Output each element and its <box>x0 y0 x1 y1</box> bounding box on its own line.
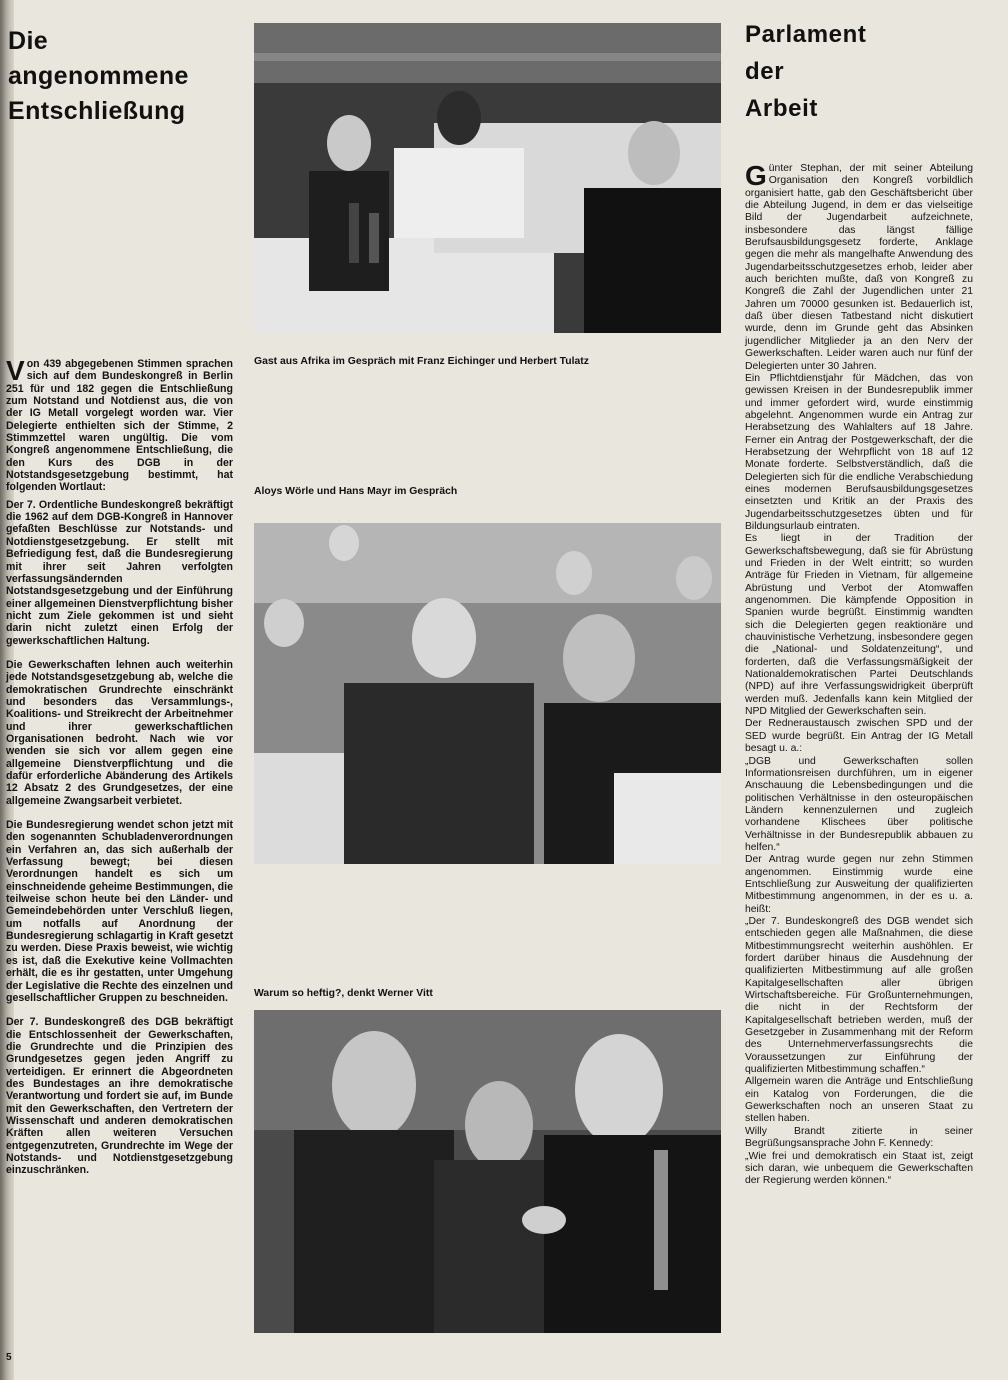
article-paragraph: Von 439 abgegebenen Stimmen sprachen sich auf dem Bundeskongreß in Berlin 251 für und 182 gegen die Entschließung zum Notstand und Notdienst aus, die von der IG Metall vorgelegt worden war. Vier Delegierte enthielten sich der Stimme, 2 Stimmzettel waren ungültig. Die vom Kongreß angenommene Entschließung, die den Kurs des DGB in der Notstandsgesetzgebung bestimmt, hat folgenden Wortlaut: <box>6 355 233 494</box>
heading-line: Die <box>8 27 49 55</box>
article-paragraph: Die Bundesregierung wendet schon jetzt mit den sogenannten Schubladenverordnungen ein Verfahren an, das sich außerhalb der Verfassung bewegt; bei diesen Verordnungen handelt es sich um einschneidende geheime Bestimmungen, die teilweise schon heute bei den Länder- und Gemeindebehörden unter Verschluß liegen, um notfalls auf Anordnung der Bundesregierung schlagartig in Kraft gesetzt zu werden. Diese Praxis beweist, wie wichtig es ist, daß die Exekutive keine Vollmachten erhält, die es ihr gestatten, unter Umgehung der Legislative die Rechte des einzelnen und gesellschaftlicher Gruppen zu beschneiden. <box>6 819 233 1004</box>
heading-line: Parlament <box>745 21 867 48</box>
page-number: 5 <box>6 1352 12 1363</box>
photo-image <box>254 1010 721 1333</box>
right-article-body <box>745 160 973 1188</box>
left-article-body <box>6 355 233 1182</box>
article-paragraph: Der 7. Bundeskongreß des DGB bekräftigt die Entschlossenheit der Gewerkschaften, die Grundrechte und die Prinzipien des Grundgesetzes gegen jeden Angriff zu verteidigen. Er erinnert die Abgeordneten des Bundestages an ihre demokratische Verantwortung und fordert sie auf, im Bunde mit den Gewerkschaften, den Vertretern der Wissenschaft und anderen demokratischen Kräften allen weiteren Versuchen entgegenzutreten, Grundrechte im Wege der Notstands- und Notdienstgesetzgebung einzuschränken. <box>6 1016 233 1177</box>
photo-image <box>254 23 721 333</box>
article-paragraph: „Der 7. Bundeskongreß des DGB wendet sich entschieden gegen alle Maßnahmen, die diese Mitbestimmungsrecht weiterhin aushöhlen. Er fordert darüber hinaus die Ausdehnung der qualifizierten Mitbestimmung auf alle großen Kapitalgesellschaften aller übrigen Wirtschaftsbereiche. Für Großunternehmungen, die nicht in der Rechtsform der Kapitalgesellschaft betrieben werden, muß der Gesetzgeber in Zusammenhang mit der Reform des Unternehmerverfassungsrechts die Voraussetzungen zur Einführung der qualifizierten Mitbestimmung schaffen.“ <box>745 915 973 1076</box>
heading-line: Entschließung <box>8 97 186 125</box>
article-paragraph: Allgemein waren die Anträge und Entschließung ein Katalog von Forderungen, die die Gewerkschaften noch an unseren Staat zu stellen haben. <box>745 1076 973 1125</box>
photo-werner-vitt <box>254 1010 721 1333</box>
article-paragraph: Ein Pflichtdienstjahr für Mädchen, das von gewissen Kreisen in der Bundesrepublik immer und immer gefordert wird, wurde einstimmig abgelehnt. Angenommen wurde ein Antrag zur Herabsetzung des Wahlalters auf 18 Jahre. Ferner ein Antrag der Postgewerkschaft, der die Herabsetzung der Wehrpflicht von 18 auf 12 Monate forderte. Selbstverständlich, daß die Delegierten sich für die endliche Verabschiedung eines modernen Berufsausbildungsgesetzes einsetzten und Kritik an der Praxis des Jugendarbeitsschutzgesetzes übten und für Bildungsurlaub eintraten. <box>745 372 973 532</box>
photo-image <box>254 523 721 864</box>
article-paragraph: Es liegt in der Tradition der Gewerkschaftsbewegung, daß sie für Abrüstung und Frieden in der Welt eintritt; so wurden Anträge für Frieden in Vietnam, für allgemeine Abrüstung und Verbot der Atomwaffen angenommen. Die kämpfende Opposition in Spanien wurde begrüßt. Einstimmig wandten sich die Delegierten gegen reaktionäre und chauvinistische Verhetzung, insbesondere gegen die „National- und Soldatenzeitung“, und forderten, daß die Verfassungsmäßigkeit der Nationaldemokratischen Partei Deutschlands (NPD) auf ihre Verfassungswidrigkeit überprüft werden muß. Jedenfalls kann kein Mitglied der NPD Mitglied der Gewerkschaften sein. <box>745 533 973 718</box>
drop-cap: V <box>6 355 25 386</box>
drop-cap: G <box>745 160 767 191</box>
left-article-heading <box>8 24 238 129</box>
heading-line: Arbeit <box>745 95 818 122</box>
right-article-heading <box>745 16 975 127</box>
photo-caption: Aloys Wörle und Hans Mayr im Gespräch <box>254 486 458 497</box>
article-paragraph: „Wie frei und demokratisch ein Staat ist, zeigt sich daran, wie unbequem die Gewerkschaften der Regierung werden können.“ <box>745 1150 973 1187</box>
article-paragraph: Der 7. Ordentliche Bundeskongreß bekräftigt die 1962 auf dem DGB-Kongreß in Hannover gefaßten Beschlüsse zur Notstands- und Notdienstgesetzgebung. Er stellt mit Befriedigung fest, daß die Bundesregierung mit ihrer seit Jahren verfolgten verfassungsändernden Notstandsgesetzgebung und der Einführung einer allgemeinen Dienstverpflichtung bisher nicht zum Ziele gekommen ist und sieht darin nicht zuletzt einen Erfolg der gewerkschaftlichen Haltung. <box>6 498 233 647</box>
photo-caption: Gast aus Afrika im Gespräch mit Franz Eichinger und Herbert Tulatz <box>254 356 589 367</box>
article-paragraph: Der Redneraustausch zwischen SPD und der SED wurde begrüßt. Ein Antrag der IG Metall besagt u. a.: <box>745 718 973 755</box>
article-paragraph: „DGB und Gewerkschaften sollen Informationsreisen durchführen, um in eigener Anschauung die Lebensbedingungen und die politischen Verhältnisse in den osteuropäischen Ländern kennenzulernen und zugleich vorhandene Klischees über politische Verhältnisse in der Bundesrepublik abbauen zu helfen.“ <box>745 755 973 853</box>
article-paragraph: Der Antrag wurde gegen nur zehn Stimmen angenommen. Einstimmig wurde eine Entschließung zur Ausweitung der qualifizierten Mitbestimmung angenommen, in der es u. a. heißt: <box>745 854 973 915</box>
article-paragraph: Willy Brandt zitierte in seiner Begrüßungsansprache John F. Kennedy: <box>745 1125 973 1150</box>
article-paragraph: Günter Stephan, der mit seiner Abteilung Organisation den Kongreß vorbildlich organisiert hatte, gab den Geschäftsbericht über die Abteilung Jugend, in dem er das vielseitige Bild der Jugendarbeit aufzeichnete, insbesondere das längst fällige Berufsausbildungsgesetz forderte, Anklage gegen die mehr als mangelhafte Anwendung des Jugendarbeitsschutzgesetzes erhob, leider aber auch berichten mußte, daß von Kongreß zu Kongreß die Zahl der Jugendlichen unter 21 Jahren um 70000 gesunken ist. Bedauerlich ist, daß über diesen Tatbestand nicht diskutiert wurde, denn im Grunde geht das Absinken jugendlicher Mitglieder ja an den Nerv der Gewerkschaften. Leider waren auch nur fünf der Delegierten unter 30 Jahren. <box>745 160 973 372</box>
photo-woerle-mayr <box>254 523 721 864</box>
heading-line: der <box>745 58 785 85</box>
photo-african-guest <box>254 23 721 333</box>
photo-caption: Warum so heftig?, denkt Werner Vitt <box>254 988 433 999</box>
heading-line: angenommene <box>8 62 189 90</box>
article-paragraph: Die Gewerkschaften lehnen auch weiterhin jede Notstandsgesetzgebung ab, welche die demokratischen Grundrechte einschränkt und besonders das Versammlungs-, Koalitions- und Streikrecht der Arbeitnehmer und ihrer gewerkschaftlichen Organisationen bedroht. Nach wie vor wenden sie sich vor allem gegen eine allgemeine Dienstverpflichtung und die dafür erforderliche Abänderung des Artikels 12 Absatz 2 des Grundgesetzes, der eine allgemeine Zwangsarbeit verbietet. <box>6 658 233 807</box>
